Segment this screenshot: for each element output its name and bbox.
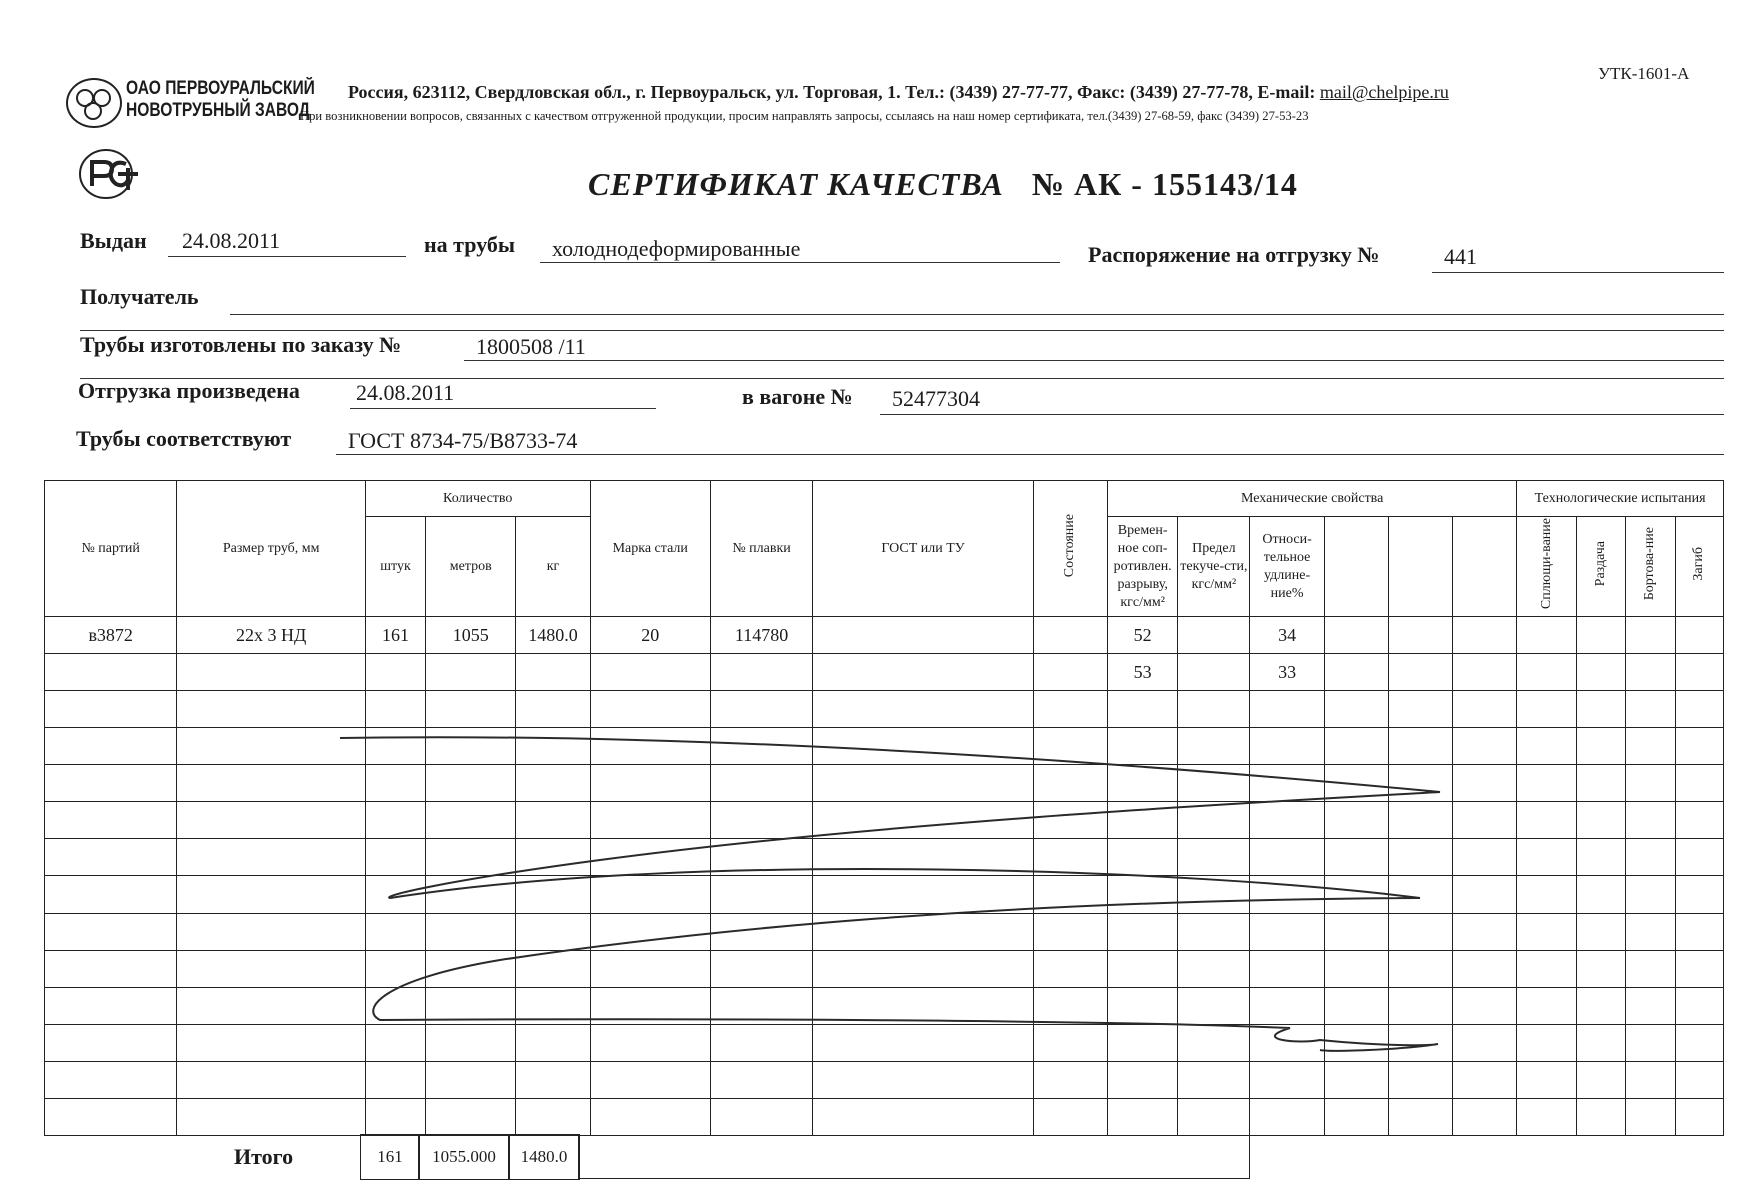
form-code: УТК-1601-А (1598, 64, 1690, 83)
header-steel: Марка стали (590, 481, 710, 617)
company-name: ОАО ПЕРВОУРАЛЬСКИЙ НОВОТРУБНЫЙ ЗАВОД (126, 78, 315, 121)
document-title: СЕРТИФИКАТ КАЧЕСТВА № АК - 155143/14 (588, 166, 1298, 202)
header-elong: Относи-тельное удлине-ние% (1250, 517, 1324, 617)
cell-kg: 1480.0 (516, 617, 590, 654)
contact-note: При возникновении вопросов, связанных с качеством отгруженной продукции, просим направлять запросы, ссылаясь на наш номер сертификата, тел.(3439) 27-68-59, факс (3439) 27-53-23 (300, 108, 1309, 123)
header-tensile: Времен-ное соп-ротивлен. разрыву, кгс/мм² (1108, 517, 1178, 617)
totals-label: Итого (234, 1144, 294, 1169)
cell-meters: 1055 (426, 617, 516, 654)
header-heat: № плавки (710, 481, 812, 617)
conform-label: Трубы соответствуют (76, 426, 292, 451)
header-state: Состояние (1033, 481, 1107, 617)
shipment-value: 24.08.2011 (356, 380, 455, 405)
cell-pieces: 161 (365, 617, 425, 654)
total-meters: 1055.000 (418, 1134, 510, 1180)
wagon-value: 52477304 (892, 386, 980, 411)
email-link[interactable]: mail@chelpipe.ru (1319, 82, 1449, 102)
cell-tensile: 53 (1108, 654, 1178, 691)
cell-elong: 33 (1250, 654, 1324, 691)
cell-steel: 20 (590, 617, 710, 654)
header-mech: Механические свойства (1108, 481, 1517, 517)
certificate-number: № АК - 155143/14 (1031, 166, 1298, 202)
total-kg: 1480.0 (508, 1134, 580, 1180)
ship-order-label: Распоряжение на отгрузку № (1088, 242, 1380, 267)
conform-value: ГОСТ 8734-75/В8733-74 (348, 428, 578, 453)
issued-value: 24.08.2011 (182, 228, 281, 253)
total-pieces: 161 (360, 1134, 420, 1180)
header-batch: № партий (45, 481, 177, 617)
issued-label: Выдан (80, 228, 147, 253)
header-bend: Загиб (1675, 517, 1723, 617)
header-yield: Предел текуче-сти, кгс/мм² (1178, 517, 1250, 617)
pipes-label: на трубы (424, 232, 516, 257)
header-flange: Бортова-ние (1625, 517, 1675, 617)
cell-heat: 114780 (710, 617, 812, 654)
shipment-label: Отгрузка произведена (78, 378, 300, 403)
cell-size: 22х 3 НД (177, 617, 366, 654)
pipes-value: холоднодеформированные (552, 236, 801, 261)
header-kg: кг (516, 517, 590, 617)
company-address: Россия, 623112, Свердловская обл., г. Первоуральск, ул. Торговая, 1. Тел.: (3439) 27-77-77, Факс: (3439) 27-77-78, E-mail: mail@chelpipe.ru (348, 82, 1449, 102)
header-size: Размер труб, мм (177, 481, 366, 617)
cell-tensile: 52 (1108, 617, 1178, 654)
header-expand: Раздача (1577, 517, 1625, 617)
header-quantity: Количество (365, 481, 590, 517)
made-by-order-label: Трубы изготовлены по заказу № (80, 332, 402, 357)
wagon-label: в вагоне № (742, 384, 853, 409)
header-flatten: Сплющи-вание (1517, 517, 1577, 617)
header-meters: метров (426, 517, 516, 617)
cell-batch: в3872 (45, 617, 177, 654)
made-by-order-value: 1800508 /11 (476, 334, 586, 359)
header-gost: ГОСТ или ТУ (813, 481, 1034, 617)
cell-elong: 34 (1250, 617, 1324, 654)
ship-order-value: 441 (1444, 244, 1477, 269)
header-tech: Технологические испытания (1517, 481, 1724, 517)
recipient-label: Получатель (80, 284, 199, 309)
header-pieces: штук (365, 517, 425, 617)
